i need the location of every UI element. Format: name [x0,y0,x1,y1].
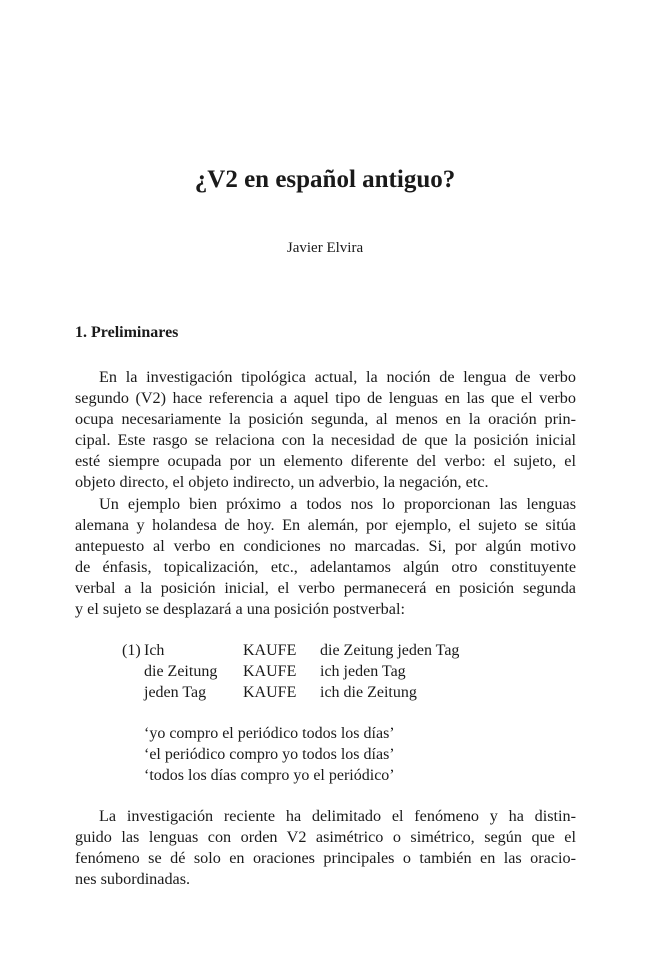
example-rest: die Zeitung jeden Tag [320,642,460,659]
example-verb: KAUFE [243,663,297,680]
paragraph-line: En la investigación tipológica actual, la noción de lengua de verbo [99,368,576,386]
paragraph-line: de énfasis, topicalización, etc., adelantamos algún otro constituyente [75,558,576,577]
section-heading: 1. Preliminares [75,324,179,341]
paragraph-line: alemana y holandesa de hoy. En alemán, por ejemplo, el sujeto se sitúa [75,516,576,535]
gloss-line: ‘yo compro el periódico todos los días’ [144,725,395,742]
example-verb: KAUFE [243,642,297,659]
example-rest: ich die Zeitung [320,684,417,701]
paragraph-line: La investigación reciente ha delimitado el fenómeno y ha distin- [99,807,576,825]
gloss-line: ‘todos los días compro yo el periódico’ [144,767,395,784]
paragraph-line: Un ejemplo bien próximo a todos nos lo proporcionan las lenguas [99,495,576,513]
example-constituent: die Zeitung [144,663,218,680]
author-name: Javier Elvira [286,240,364,256]
paragraph-line: nes subordinadas. [75,870,191,889]
paragraph-line: fenómeno se dé solo en oraciones principales o también en las oracio- [75,849,576,868]
example-constituent: Ich [144,642,165,659]
paragraph-line: segundo (V2) hace referencia a aquel tipo de lenguas en las que el verbo [75,389,576,408]
example-verb: KAUFE [243,684,297,701]
example-constituent: jeden Tag [144,684,207,701]
example-glosses [144,723,395,786]
paragraph-line: verbal a la posición inicial, el verbo permanecerá en posición segunda [75,579,576,598]
paper-title: ¿V2 en español antiguo? [194,166,456,193]
paragraph-line: ocupa necesariamente la posición segunda, al menos en la oración prin- [75,410,576,429]
example-rest: ich jeden Tag [320,663,406,680]
paragraph-line: cipal. Este rasgo se relaciona con la necesidad de que la posición inicial [75,431,576,450]
paragraph-2 [75,494,576,621]
paragraph-line: objeto directo, el objeto indirecto, un adverbio, la negación, etc. [75,473,489,492]
paragraph-1 [75,367,576,494]
gloss-line: ‘el periódico compro yo todos los días’ [144,746,395,763]
paragraph-line: esté siempre ocupada por un elemento diferente del verbo: el sujeto, el [75,452,576,471]
example-number: (1) [122,642,141,659]
paragraph-line: guido las lenguas con orden V2 asimétrico o simétrico, según que el [75,828,576,847]
paragraph-line: y el sujeto se desplazará a una posición postverbal: [75,600,405,619]
paragraph-3 [75,806,576,890]
paragraph-line: antepuesto al verbo en condiciones no marcadas. Si, por algún motivo [75,537,576,556]
